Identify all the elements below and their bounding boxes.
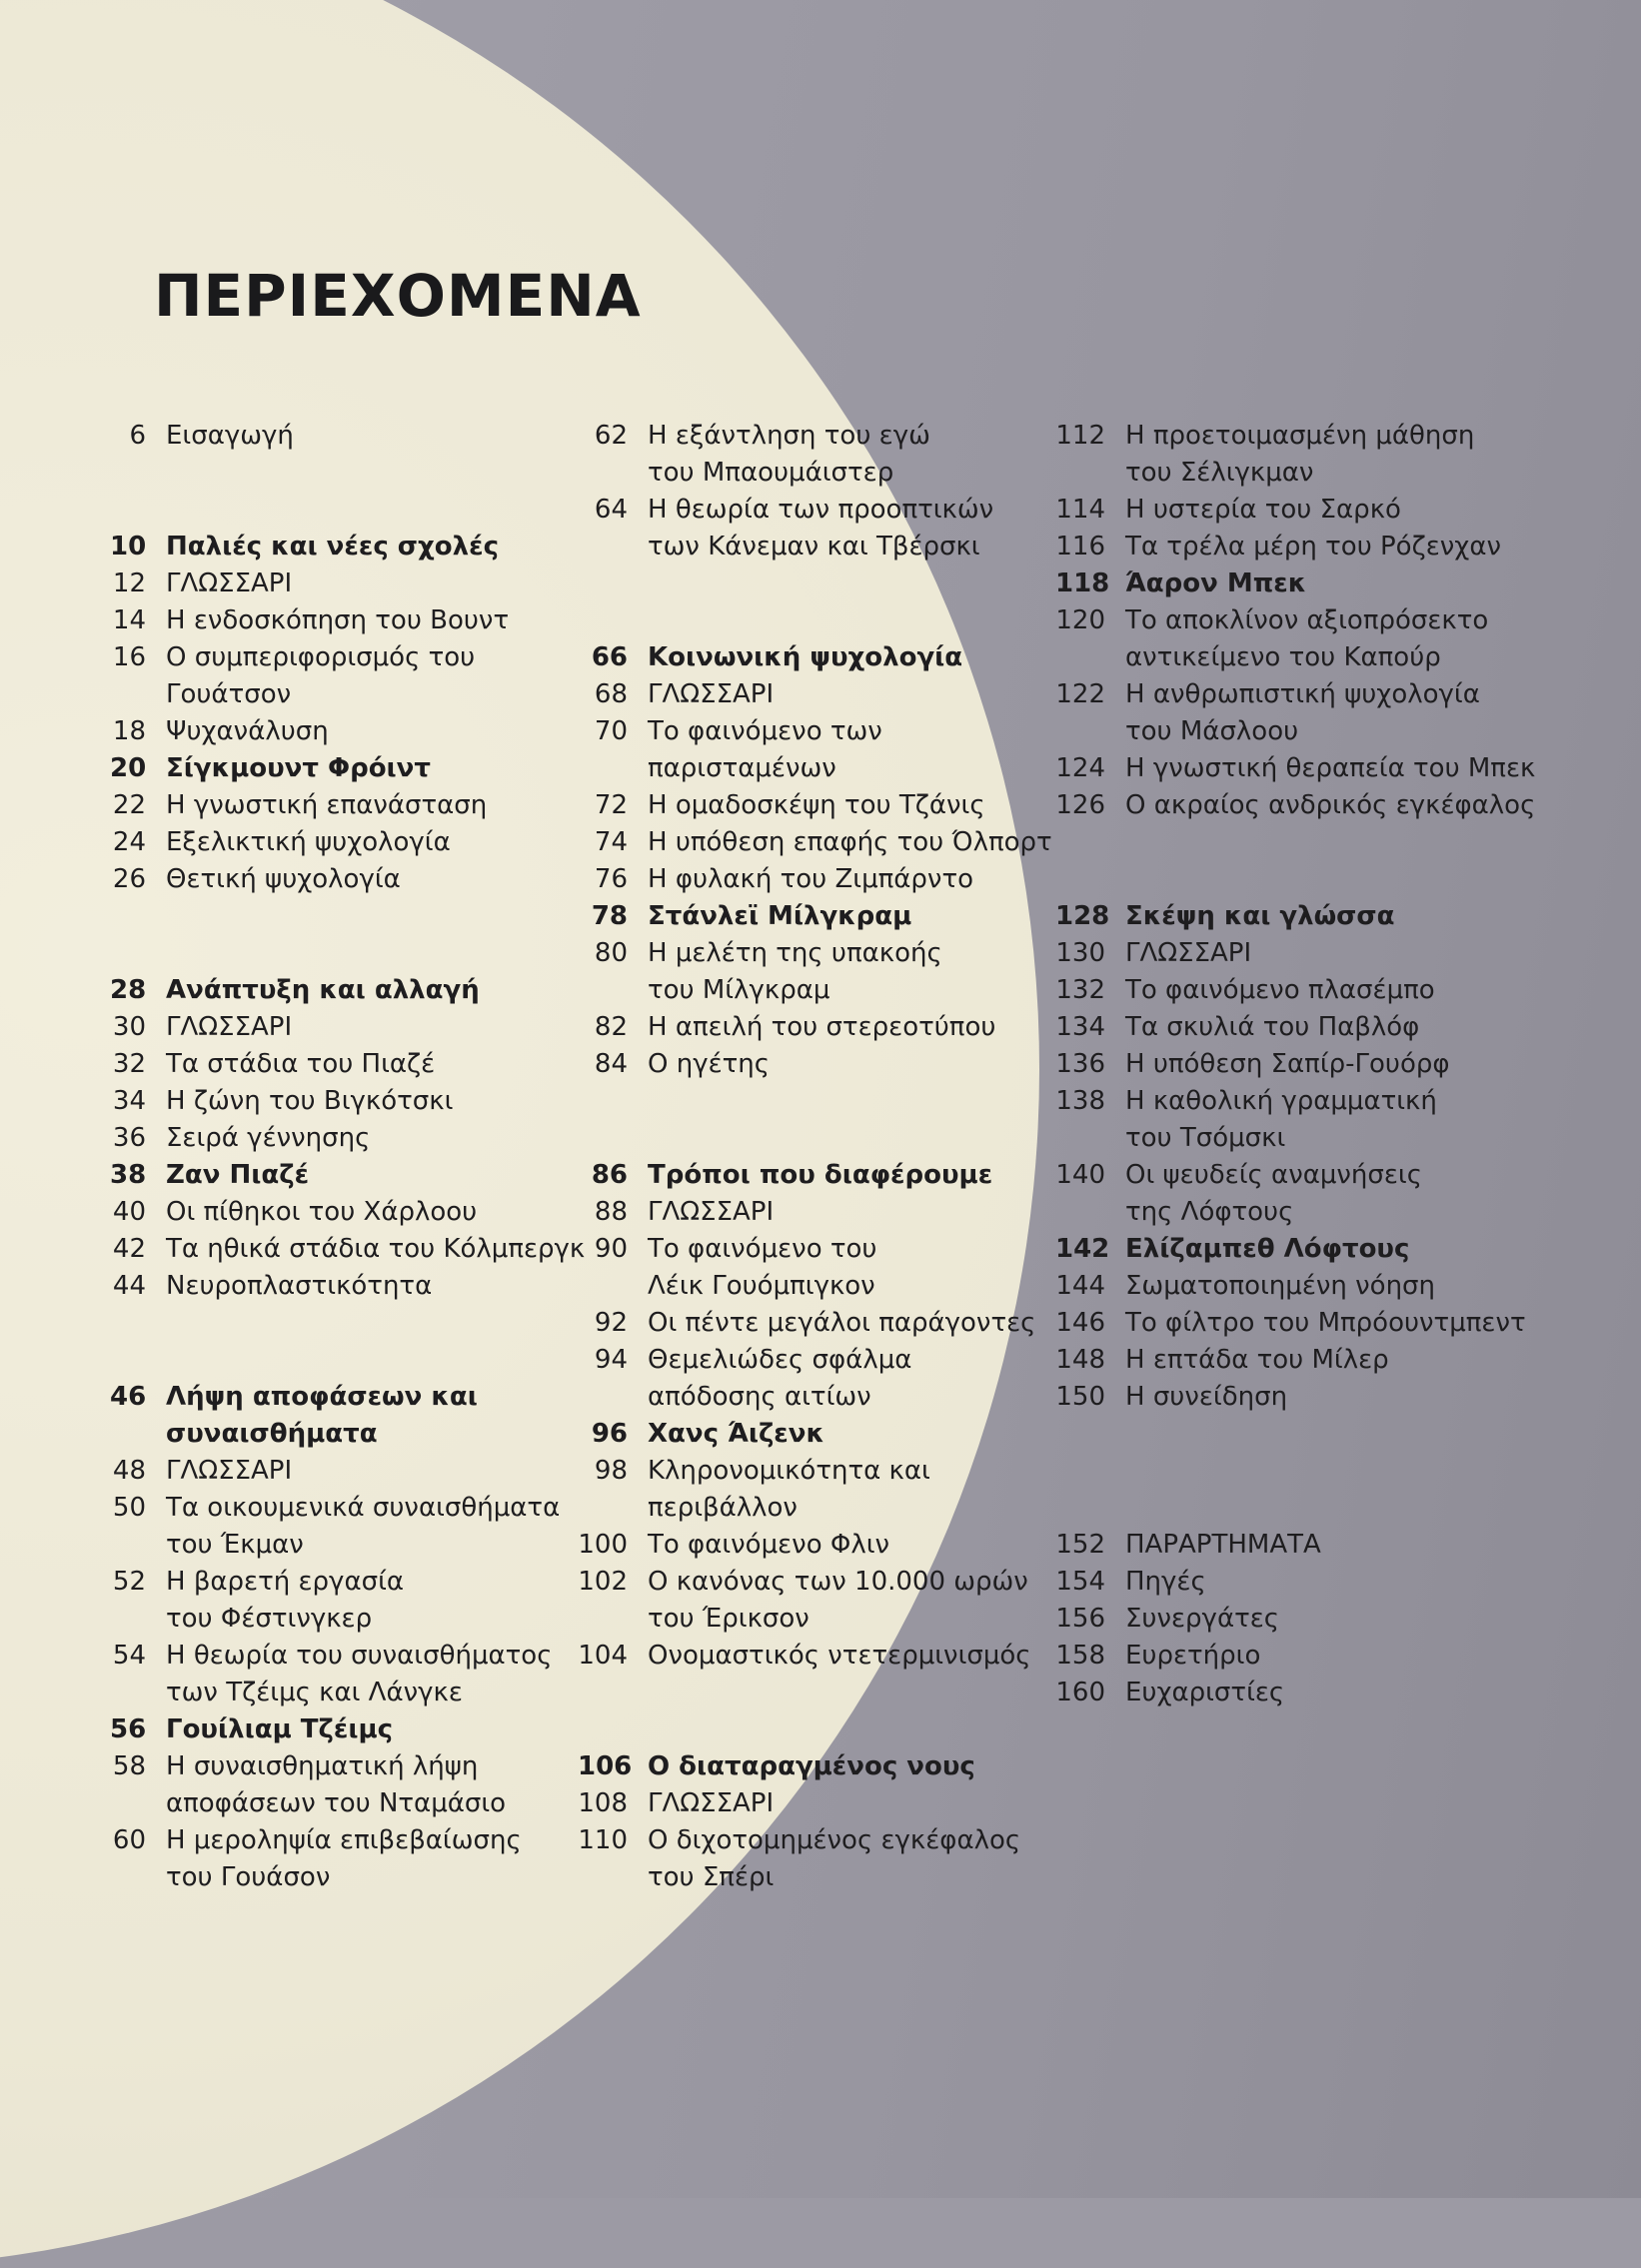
toc-entry bbox=[578, 418, 930, 492]
toc-entry-title: Το φαινόμενο του Λέικ Γουόμπιγκον bbox=[648, 1234, 877, 1301]
toc-section-heading bbox=[110, 750, 431, 787]
toc-page-number: 122 bbox=[1055, 679, 1105, 709]
toc-page-number: 96 bbox=[591, 1419, 628, 1449]
toc-entry-title: Η συναισθηματική λήψη αποφάσεων του Νταμάσιο bbox=[166, 1751, 507, 1818]
toc-entry bbox=[110, 639, 475, 713]
toc-entry bbox=[110, 787, 487, 824]
toc-entry-title: ΓΛΩΣΣΑΡΙ bbox=[166, 1456, 293, 1486]
toc-entry bbox=[110, 1231, 585, 1268]
toc-page-number: 80 bbox=[594, 938, 628, 968]
toc-entry bbox=[110, 418, 294, 455]
toc-page-number: 146 bbox=[1055, 1308, 1105, 1338]
toc-section-heading bbox=[110, 529, 499, 566]
toc-entry-title: Στάνλεϊ Μίλγκραμ bbox=[648, 901, 912, 931]
toc-entry bbox=[1055, 1268, 1435, 1305]
toc-page-number: 18 bbox=[112, 716, 146, 746]
toc-entry bbox=[110, 1194, 477, 1231]
toc-page-number: 34 bbox=[112, 1086, 146, 1116]
toc-entry bbox=[110, 1120, 370, 1157]
toc-page-number: 84 bbox=[594, 1049, 628, 1079]
toc-entry-title: Τα οικουμενικά συναισθήματα του Έκμαν bbox=[166, 1493, 561, 1560]
toc-entry bbox=[110, 1009, 292, 1046]
toc-page-number: 30 bbox=[112, 1012, 146, 1042]
toc-entry bbox=[578, 1638, 1031, 1675]
toc-entry bbox=[1055, 935, 1251, 972]
toc-entry-title: Το φίλτρο του Μπρόουντμπεντ bbox=[1125, 1308, 1526, 1338]
toc-page-number: 160 bbox=[1055, 1678, 1105, 1707]
toc-entry bbox=[110, 1490, 560, 1564]
toc-entry-title: Ονομαστικός ντετερμινισμός bbox=[648, 1641, 1031, 1671]
toc-entry-title: Ευρετήριο bbox=[1125, 1641, 1261, 1671]
toc-page-number: 58 bbox=[112, 1751, 146, 1781]
toc-page-number: 50 bbox=[112, 1493, 146, 1523]
toc-entry-title: Ελίζαμπεθ Λόφτους bbox=[1125, 1234, 1410, 1264]
toc-entry-title: Ευχαριστίες bbox=[1125, 1678, 1285, 1707]
toc-entry-title: Θεμελιώδες σφάλμα απόδοσης αιτίων bbox=[648, 1345, 912, 1412]
toc-page-number: 110 bbox=[578, 1825, 628, 1855]
toc-entry bbox=[578, 1009, 995, 1046]
toc-entry-title: Ψυχανάλυση bbox=[166, 716, 329, 746]
toc-entry bbox=[1055, 1009, 1419, 1046]
toc-page-number: 152 bbox=[1055, 1530, 1105, 1560]
toc-entry-title: Θετική ψυχολογία bbox=[166, 864, 401, 894]
toc-page-number: 24 bbox=[112, 827, 146, 857]
toc-page-number: 12 bbox=[112, 568, 146, 598]
toc-page-number: 66 bbox=[591, 642, 628, 672]
toc-page-number: 88 bbox=[594, 1197, 628, 1227]
toc-entry-title: Η μεροληψία επιβεβαίωσης του Γουάσον bbox=[166, 1825, 522, 1892]
page-title: ΠΕΡΙΕΧΟΜΕΝΑ bbox=[154, 262, 642, 330]
toc-entry bbox=[578, 1453, 930, 1527]
toc-page-number: 126 bbox=[1055, 790, 1105, 820]
toc-page-number: 132 bbox=[1055, 975, 1105, 1005]
toc-entry-title: Το αποκλίνον αξιοπρόσεκτο αντικείμενο του Καπούρ bbox=[1125, 605, 1489, 672]
toc-entry-title: Κοινωνική ψυχολογία bbox=[648, 642, 963, 672]
toc-entry bbox=[1055, 787, 1535, 824]
toc-page-number: 90 bbox=[594, 1234, 628, 1264]
toc-page-number: 74 bbox=[594, 827, 628, 857]
toc-entry bbox=[110, 713, 329, 750]
toc-entry bbox=[578, 1527, 889, 1564]
toc-page-number: 32 bbox=[112, 1049, 146, 1079]
toc-entry bbox=[110, 1748, 506, 1822]
toc-page-number: 104 bbox=[578, 1641, 628, 1671]
toc-entry-title: Οι πίθηκοι του Χάρλοου bbox=[166, 1197, 478, 1227]
toc-entry-title: Η ομαδοσκέψη του Τζάνις bbox=[648, 790, 985, 820]
toc-entry bbox=[1055, 750, 1535, 787]
toc-page-number: 124 bbox=[1055, 753, 1105, 783]
toc-entry-title: Η ζώνη του Βιγκότσκι bbox=[166, 1086, 454, 1116]
toc-section-heading bbox=[578, 1157, 992, 1194]
toc-entry-title: Το φαινόμενο Φλιν bbox=[648, 1530, 890, 1560]
toc-entry-title: ΓΛΩΣΣΑΡΙ bbox=[166, 568, 293, 598]
toc-entry-title: Τα σκυλιά του Παβλόφ bbox=[1125, 1012, 1420, 1042]
toc-entry-title: Λήψη αποφάσεων και συναισθήματα bbox=[166, 1382, 478, 1449]
toc-entry-title: Ο διαταραγμένος νους bbox=[648, 1751, 975, 1781]
toc-entry-title: Η βαρετή εργασία του Φέστινγκερ bbox=[166, 1567, 404, 1634]
toc-page-number: 150 bbox=[1055, 1382, 1105, 1412]
toc-entry-title: ΓΛΩΣΣΑΡΙ bbox=[648, 1197, 775, 1227]
toc-entry-title: Η θεωρία του συναισθήματος των Τζέιμς και Λάνγκε bbox=[166, 1641, 553, 1707]
toc-entry-title: Νευροπλαστικότητα bbox=[166, 1271, 433, 1301]
toc-page-number: 100 bbox=[578, 1530, 628, 1560]
toc-page-number: 82 bbox=[594, 1012, 628, 1042]
toc-entry bbox=[1055, 602, 1488, 676]
toc-page-number: 142 bbox=[1055, 1234, 1110, 1264]
toc-entry-title: Κληρονομικότητα και περιβάλλον bbox=[648, 1456, 930, 1523]
toc-entry-title: Η επτάδα του Μίλερ bbox=[1125, 1345, 1389, 1375]
toc-section-heading bbox=[578, 639, 962, 676]
toc-section-heading bbox=[1055, 1231, 1409, 1268]
toc-page-number: 130 bbox=[1055, 938, 1105, 968]
toc-page-number: 38 bbox=[110, 1160, 147, 1190]
toc-page-number: 68 bbox=[594, 679, 628, 709]
toc-entry-title: Η θεωρία των προοπτικών των Κάνεμαν και Τβέρσκι bbox=[648, 495, 994, 562]
toc-page-number: 134 bbox=[1055, 1012, 1105, 1042]
toc-entry-title: Σίγκμουντ Φρόιντ bbox=[166, 753, 431, 783]
toc-entry bbox=[578, 935, 942, 1009]
toc-page-number: 48 bbox=[112, 1456, 146, 1486]
toc-entry bbox=[578, 824, 1052, 861]
toc-page-number: 116 bbox=[1055, 532, 1105, 562]
toc-entry-title: Τρόποι που διαφέρουμε bbox=[648, 1160, 993, 1190]
toc-entry-title: Ο διχοτομημένος εγκέφαλος του Σπέρι bbox=[648, 1825, 1021, 1892]
toc-entry-title: ΓΛΩΣΣΑΡΙ bbox=[1125, 938, 1252, 968]
toc-entry bbox=[578, 676, 774, 713]
toc-entry bbox=[1055, 1638, 1260, 1675]
toc-page-number: 64 bbox=[594, 495, 628, 525]
toc-entry bbox=[110, 1822, 522, 1896]
toc-page-number: 158 bbox=[1055, 1641, 1105, 1671]
toc-entry-title: Η εξάντληση του εγώ του Μπαουμάιστερ bbox=[648, 421, 930, 488]
toc-section-heading bbox=[110, 1157, 309, 1194]
toc-entry-title: Συνεργάτες bbox=[1125, 1604, 1280, 1634]
toc-entry bbox=[1055, 1564, 1206, 1601]
toc-page-number: 98 bbox=[594, 1456, 628, 1486]
toc-entry bbox=[1055, 492, 1401, 529]
toc-page-number: 20 bbox=[110, 753, 147, 783]
toc-page-number: 114 bbox=[1055, 495, 1105, 525]
toc-page-number: 70 bbox=[594, 716, 628, 746]
toc-page-number: 52 bbox=[112, 1567, 146, 1597]
toc-entry-title: Η απειλή του στερεοτύπου bbox=[648, 1012, 996, 1042]
toc-entry bbox=[578, 1305, 1035, 1342]
toc-entry-title: Τα ηθικά στάδια του Κόλμπεργκ bbox=[166, 1234, 586, 1264]
toc-section-heading bbox=[110, 972, 480, 1009]
toc-entry-title: ΓΛΩΣΣΑΡΙ bbox=[648, 679, 775, 709]
toc-page-number: 108 bbox=[578, 1788, 628, 1818]
toc-entry-title: Γουίλιαμ Τζέιμς bbox=[166, 1714, 393, 1744]
toc-page-number: 102 bbox=[578, 1567, 628, 1597]
toc-page-number: 112 bbox=[1055, 421, 1105, 451]
toc-entry-title: Η συνείδηση bbox=[1125, 1382, 1288, 1412]
toc-entry bbox=[578, 1046, 770, 1083]
toc-entry-title: ΓΛΩΣΣΑΡΙ bbox=[166, 1012, 293, 1042]
toc-entry bbox=[578, 1194, 774, 1231]
toc-page-number: 140 bbox=[1055, 1160, 1105, 1190]
toc-page-number: 78 bbox=[591, 901, 628, 931]
toc-entry-title: Η γνωστική επανάσταση bbox=[166, 790, 488, 820]
toc-page-number: 106 bbox=[578, 1751, 633, 1781]
toc-page-number: 54 bbox=[112, 1641, 146, 1671]
toc-entry bbox=[1055, 1157, 1422, 1231]
toc-entry-title: Ο ηγέτης bbox=[648, 1049, 771, 1079]
toc-entry-title: Η ενδοσκόπηση του Βουντ bbox=[166, 605, 510, 635]
toc-page-number: 120 bbox=[1055, 605, 1105, 635]
toc-entry-title: ΠΑΡΑΡΤΗΜΑΤΑ bbox=[1125, 1530, 1321, 1560]
toc-entry-title: Η υπόθεση επαφής του Όλπορτ bbox=[648, 827, 1052, 857]
toc-entry bbox=[110, 1268, 432, 1305]
toc-section-heading bbox=[578, 898, 911, 935]
toc-section-heading bbox=[578, 1748, 975, 1785]
toc-entry bbox=[578, 787, 985, 824]
toc-entry-title: Τα στάδια του Πιαζέ bbox=[166, 1049, 436, 1079]
toc-section-heading bbox=[1055, 898, 1395, 935]
toc-entry bbox=[578, 1231, 876, 1305]
toc-page-number: 144 bbox=[1055, 1271, 1105, 1301]
toc-entry-title: Το φαινόμενο των παρισταμένων bbox=[648, 716, 882, 783]
toc-entry bbox=[1055, 1527, 1321, 1564]
toc-entry bbox=[1055, 676, 1480, 750]
toc-entry bbox=[110, 602, 509, 639]
toc-entry bbox=[1055, 1601, 1279, 1638]
toc-page-number: 92 bbox=[594, 1308, 628, 1338]
toc-page-number: 148 bbox=[1055, 1345, 1105, 1375]
toc-entry-title: Ανάπτυξη και αλλαγή bbox=[166, 975, 480, 1005]
toc-page-number: 138 bbox=[1055, 1086, 1105, 1116]
toc-entry bbox=[110, 566, 292, 602]
toc-page-number: 10 bbox=[110, 532, 147, 562]
toc-entry-title: Σειρά γέννησης bbox=[166, 1123, 371, 1153]
toc-entry bbox=[1055, 1046, 1450, 1083]
toc-entry-title: Η μελέτη της υπακοής του Μίλγκραμ bbox=[648, 938, 942, 1005]
toc-entry bbox=[578, 1342, 911, 1416]
toc-entry-title: Άαρον Μπεκ bbox=[1125, 568, 1307, 598]
toc-page-number: 86 bbox=[591, 1160, 628, 1190]
toc-entry-title: Εξελικτική ψυχολογία bbox=[166, 827, 451, 857]
toc-entry-title: Η γνωστική θεραπεία του Μπεκ bbox=[1125, 753, 1536, 783]
toc-section-heading bbox=[110, 1711, 393, 1748]
toc-entry bbox=[1055, 1083, 1437, 1157]
toc-entry-title: Το φαινόμενο πλασέμπο bbox=[1125, 975, 1435, 1005]
toc-page-number: 94 bbox=[594, 1345, 628, 1375]
toc-section-heading bbox=[110, 1379, 478, 1453]
toc-entry-title: Η φυλακή του Ζιμπάρντο bbox=[648, 864, 974, 894]
toc-entry-title: Σκέψη και γλώσσα bbox=[1125, 901, 1395, 931]
toc-entry-title: Εισαγωγή bbox=[166, 421, 294, 451]
toc-page-number: 46 bbox=[110, 1382, 147, 1412]
toc-entry bbox=[110, 1564, 404, 1638]
toc-entry-title: ΓΛΩΣΣΑΡΙ bbox=[648, 1788, 775, 1818]
toc-entry-title: Χανς Άιζενκ bbox=[648, 1419, 824, 1449]
toc-page-number: 22 bbox=[112, 790, 146, 820]
toc-page-number: 42 bbox=[112, 1234, 146, 1264]
toc-entry bbox=[110, 1453, 292, 1490]
toc-entry bbox=[578, 1564, 1028, 1638]
toc-entry bbox=[1055, 1342, 1389, 1379]
toc-entry bbox=[578, 492, 993, 566]
toc-entry bbox=[1055, 1379, 1287, 1416]
toc-entry-title: Τα τρέλα μέρη του Ρόζενχαν bbox=[1125, 532, 1501, 562]
toc-page-number: 154 bbox=[1055, 1567, 1105, 1597]
toc-entry-title: Η καθολική γραμματική του Τσόμσκι bbox=[1125, 1086, 1437, 1153]
toc-page-number: 118 bbox=[1055, 568, 1110, 598]
toc-section-heading bbox=[1055, 566, 1306, 602]
toc-entry bbox=[1055, 1305, 1526, 1342]
toc-entry-title: Οι πέντε μεγάλοι παράγοντες bbox=[648, 1308, 1036, 1338]
toc-entry bbox=[578, 861, 973, 898]
toc-entry-title: Οι ψευδείς αναμνήσεις της Λόφτους bbox=[1125, 1160, 1422, 1227]
toc-entry bbox=[110, 1638, 552, 1711]
toc-entry bbox=[110, 1046, 435, 1083]
toc-entry-title: Ο κανόνας των 10.000 ωρών του Έρικσον bbox=[648, 1567, 1028, 1634]
toc-entry-title: Σωματοποιημένη νόηση bbox=[1125, 1271, 1436, 1301]
toc-entry bbox=[110, 824, 451, 861]
toc-page-number: 60 bbox=[112, 1825, 146, 1855]
toc-page-number: 26 bbox=[112, 864, 146, 894]
toc-entry bbox=[1055, 1675, 1284, 1711]
toc-entry bbox=[110, 861, 401, 898]
toc-page-number: 6 bbox=[129, 421, 146, 451]
toc-entry-title: Ο συμπεριφορισμός του Γουάτσον bbox=[166, 642, 476, 709]
toc-page-number: 136 bbox=[1055, 1049, 1105, 1079]
toc-entry-title: Η προετοιμασμένη μάθηση του Σέλιγκμαν bbox=[1125, 421, 1475, 488]
toc-page-number: 16 bbox=[112, 642, 146, 672]
toc-page-number: 56 bbox=[110, 1714, 147, 1744]
toc-entry-title: Πηγές bbox=[1125, 1567, 1206, 1597]
toc-page-number: 72 bbox=[594, 790, 628, 820]
toc-entry bbox=[578, 1822, 1020, 1896]
toc-entry bbox=[1055, 529, 1501, 566]
toc-entry-title: Η υστερία του Σαρκό bbox=[1125, 495, 1401, 525]
toc-page-number: 40 bbox=[112, 1197, 146, 1227]
toc-page-number: 156 bbox=[1055, 1604, 1105, 1634]
toc-page-number: 76 bbox=[594, 864, 628, 894]
toc-page-number: 128 bbox=[1055, 901, 1110, 931]
toc-entry bbox=[110, 1083, 453, 1120]
toc-page-number: 44 bbox=[112, 1271, 146, 1301]
toc-entry bbox=[578, 713, 882, 787]
toc-entry bbox=[578, 1785, 774, 1822]
toc-entry-title: Η υπόθεση Σαπίρ-Γουόρφ bbox=[1125, 1049, 1450, 1079]
toc-page-number: 36 bbox=[112, 1123, 146, 1153]
toc-entry-title: Ο ακραίος ανδρικός εγκέφαλος bbox=[1125, 790, 1536, 820]
toc-entry-title: Ζαν Πιαζέ bbox=[166, 1160, 310, 1190]
toc-page-number: 28 bbox=[110, 975, 147, 1005]
toc-entry bbox=[1055, 972, 1435, 1009]
toc-section-heading bbox=[578, 1416, 824, 1453]
toc-page-number: 62 bbox=[594, 421, 628, 451]
toc-entry-title: Η ανθρωπιστική ψυχολογία του Μάσλοου bbox=[1125, 679, 1480, 746]
toc-entry bbox=[1055, 418, 1474, 492]
toc-entry-title: Παλιές και νέες σχολές bbox=[166, 532, 499, 562]
toc-page-number: 14 bbox=[112, 605, 146, 635]
